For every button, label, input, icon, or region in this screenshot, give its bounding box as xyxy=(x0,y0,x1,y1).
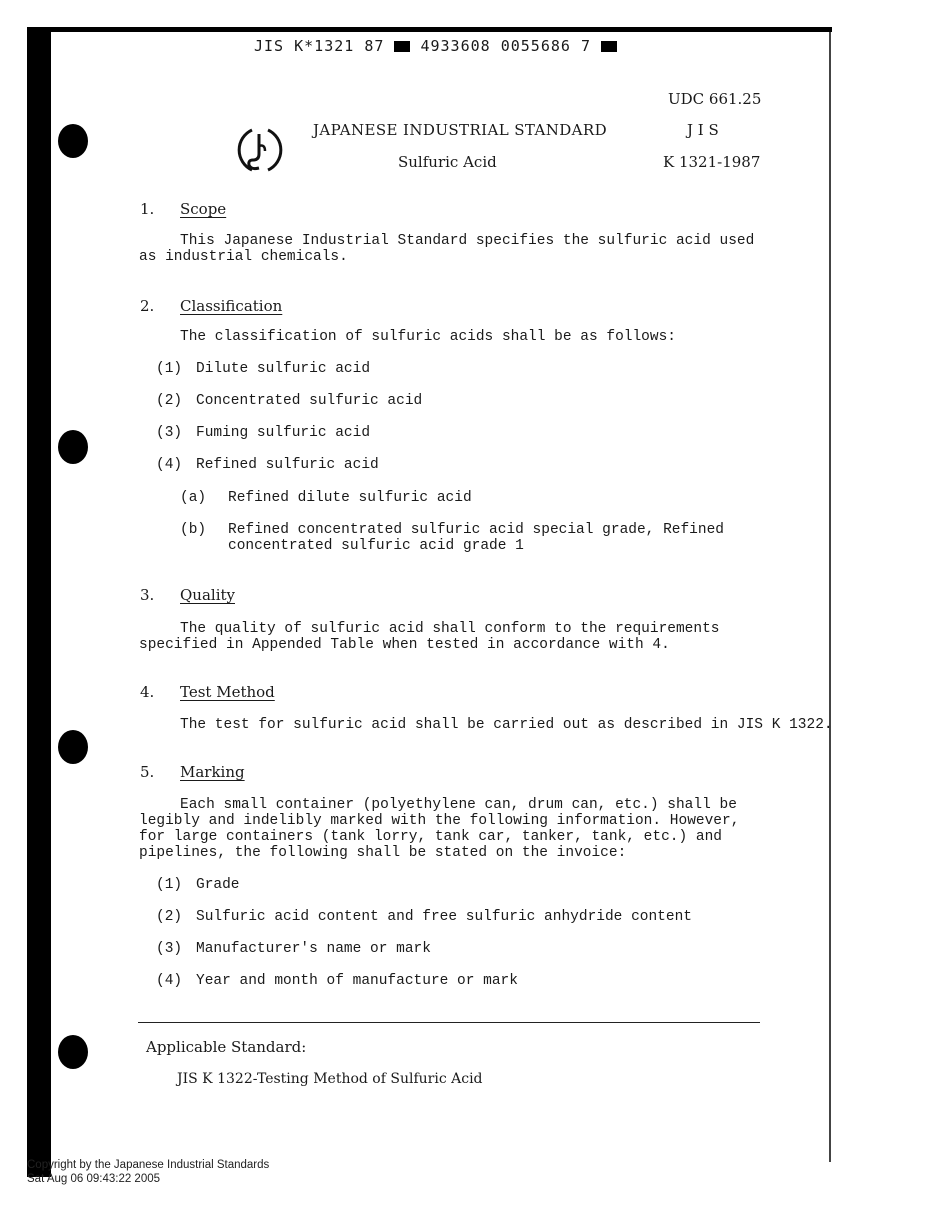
punch-hole xyxy=(58,124,88,158)
section-2-title: Classification xyxy=(180,297,283,315)
redaction-block xyxy=(394,41,410,52)
section-5-number: 5. xyxy=(140,763,155,781)
header-code-line xyxy=(254,37,617,55)
sub-item-letter: (a) xyxy=(180,490,207,506)
jis-mark-logo xyxy=(232,124,288,178)
divider-rule xyxy=(138,1022,760,1023)
punch-hole xyxy=(58,730,88,764)
applicable-standard-ref: JIS K 1322-Testing Method of Sulfuric Acid xyxy=(177,1071,483,1087)
copyright-footer xyxy=(27,1158,269,1186)
sub-item-text: Refined concentrated sulfuric acid special grade, Refined concentrated sulfuric acid grade 1 xyxy=(228,522,724,554)
standard-number: K 1321-1987 xyxy=(663,153,761,171)
org-title: JAPANESE INDUSTRIAL STANDARD xyxy=(313,121,608,139)
list-item-text: Concentrated sulfuric acid xyxy=(196,393,423,409)
copyright-line: Copyright by the Japanese Industrial Standards xyxy=(27,1159,270,1171)
list-item-number: (3) xyxy=(156,425,183,441)
section-3-number: 3. xyxy=(140,586,155,604)
right-border xyxy=(829,32,831,1162)
list-item-number: (2) xyxy=(156,393,183,409)
list-item-number: (1) xyxy=(156,361,183,377)
jis-label: J I S xyxy=(687,121,719,139)
list-item-text: Grade xyxy=(196,877,240,893)
section-1-number: 1. xyxy=(140,200,155,218)
section-2-number: 2. xyxy=(140,297,155,315)
list-item-number: (2) xyxy=(156,909,183,925)
list-item-text: Year and month of manufacture or mark xyxy=(196,973,518,989)
sub-item-letter: (b) xyxy=(180,522,207,538)
timestamp-line: Sat Aug 06 09:43:22 2005 xyxy=(27,1173,161,1185)
section-4-number: 4. xyxy=(140,683,155,701)
sub-item-text: Refined dilute sulfuric acid xyxy=(228,490,472,506)
header-code: JIS K*1321 87 xyxy=(254,37,385,55)
document-subject: Sulfuric Acid xyxy=(398,153,497,171)
list-item-text: Sulfuric acid content and free sulfuric anhydride content xyxy=(196,909,692,925)
list-item-text: Refined sulfuric acid xyxy=(196,457,379,473)
header-numbers: 4933608 0055686 7 xyxy=(420,37,591,55)
list-item-text: Fuming sulfuric acid xyxy=(196,425,371,441)
list-item-number: (4) xyxy=(156,457,183,473)
section-5-body: Each small container (polyethylene can, drum can, etc.) shall be legibly and indelibly marked with the following information. However, for large containers (tank lorry, tank car, tanker, tank, etc.) and pipelines, the following shall be stated on the invoice: xyxy=(139,797,740,861)
section-4-body: The test for sulfuric acid shall be carried out as described in JIS K 1322. xyxy=(180,717,833,733)
section-3-title: Quality xyxy=(180,586,235,604)
list-item-number: (4) xyxy=(156,973,183,989)
list-item-text: Manufacturer's name or mark xyxy=(196,941,431,957)
udc-number: UDC 661.25 xyxy=(668,90,762,108)
list-item-number: (3) xyxy=(156,941,183,957)
punch-hole xyxy=(58,1035,88,1069)
section-5-title: Marking xyxy=(180,763,245,781)
list-item-text: Dilute sulfuric acid xyxy=(196,361,371,377)
list-item-number: (1) xyxy=(156,877,183,893)
section-2-intro: The classification of sulfuric acids shall be as follows: xyxy=(180,329,676,345)
section-3-body: The quality of sulfuric acid shall conform to the requirements specified in Appended Table when tested in accordance with 4. xyxy=(139,621,720,653)
applicable-standard-label: Applicable Standard: xyxy=(146,1038,307,1056)
section-1-title: Scope xyxy=(180,200,227,218)
section-4-title: Test Method xyxy=(180,683,275,701)
top-border xyxy=(51,27,832,32)
redaction-block xyxy=(601,41,617,52)
punch-hole xyxy=(58,430,88,464)
section-1-body: This Japanese Industrial Standard specifies the sulfuric acid used as industrial chemicals. xyxy=(139,233,755,265)
left-binding-bar xyxy=(27,27,51,1177)
